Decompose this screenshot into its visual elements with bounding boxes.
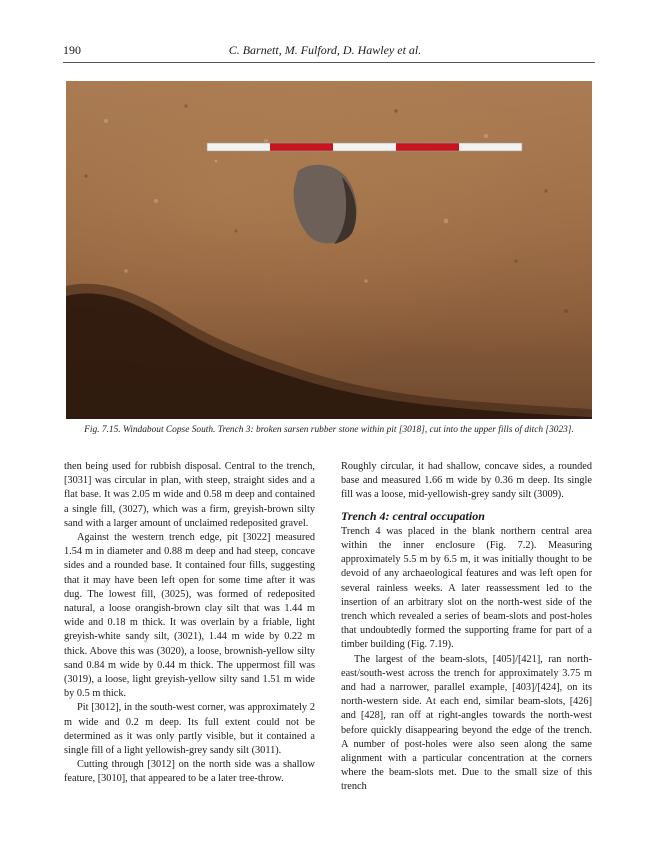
- paragraph: Pit [3012], in the south-west corner, was approximately 2 m wide and 0.2 m deep. Its full extent could not be determined as it was only partly visible, but it contained a single fill of a light yellowish-grey sandy silt (3011).: [64, 702, 315, 757]
- figure-caption: Fig. 7.15. Windabout Copse South. Trench 3: broken sarsen rubber stone within pit [3018], cut into the upper fills of ditch [3023].: [84, 425, 574, 435]
- section-heading: Trench 4: central occupation: [341, 508, 485, 523]
- page-number: 190: [63, 43, 81, 57]
- header-rule: [63, 62, 595, 63]
- paragraph: then being used for rubbish disposal. Central to the trench, [3031] was circular in plan, with steep, straight sides and a flat base. It was 2.05 m wide and 0.58 m deep and contained a single fill, (3027), which was a firm, greyish-brown silty sand with a larger amount of unclaimed redeposited gravel.: [64, 461, 315, 529]
- paragraph: Roughly circular, it had shallow, concave sides, a rounded base and measured 1.66 m wide by 0.36 m deep. Its single fill was a loose, mid-yellowish-grey sandy silt (3009).: [341, 461, 592, 501]
- left-column: [64, 460, 315, 787]
- excavation-photo: [66, 81, 592, 419]
- right-column: [341, 460, 592, 795]
- running-head: C. Barnett, M. Fulford, D. Hawley et al.: [228, 43, 422, 57]
- paragraph: Against the western trench edge, pit [3022] measured 1.54 m in diameter and 0.88 m deep and had steep, concave sides and a rounded base. It contained four fills, suggesting that it may have been left open for some time after it was dug. The lowest fill, (3025), was formed of redeposited natural, a loose orangish-brown clay silt that was 1.44 m wide and 0.18 m thick. It was overlain by a friable, light greyish-white sandy silt, (3021), 1.44 m wide by 0.22 m thick. Above this was (3020), a loose, brownish-yellow silty sand 0.84 m wide by 0.44 m thick. The uppermost fill was (3019), a loose, light greyish-yellow silty sand 1.51 m wide by 0.5 m thick.: [64, 532, 315, 700]
- paragraph: The largest of the beam-slots, [405]/[421], ran north-east/south-west across the trench for approximately 3.75 m and had a narrower, parallel example, [403]/[424], on its north-western side. At each end, similar beam-slots, [426] and [428], ran off at right-angles towards the north-west before quickly disappearing beyond the edge of the trench. A number of post-holes were also seen along the same alignment with a particular concentration at the corners where the beam-slots met. Due to the small size of this trench: [341, 653, 592, 793]
- paragraph: Cutting through [3012] on the north side was a shallow feature, [3010], that appeared to be a later tree-throw.: [64, 759, 315, 785]
- paragraph: Trench 4 was placed in the blank northern central area within the inner enclosure (Fig. 7.2). Measuring approximately 5.5 m by 6.5 m, it was initially thought to be devoid of any archaeological features and was left open for several rainless weeks. A later reassessment led to the insertion of an arbitrary slot on the north-west side of the trench which revealed a series of beam-slots and post-holes that undoubtedly formed the supporting frame for part of a timber building (Fig. 7.19).: [341, 525, 592, 651]
- scale-bar: [207, 143, 522, 151]
- trench-shadow: [66, 293, 592, 419]
